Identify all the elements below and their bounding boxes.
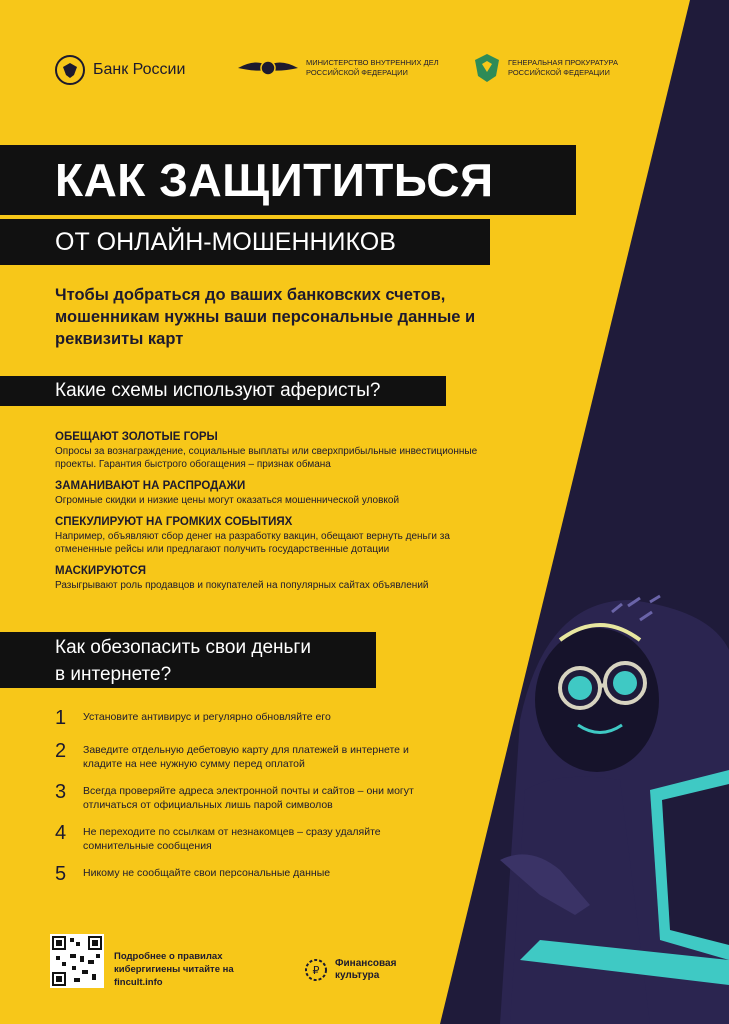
- scheme-item: [55, 430, 505, 471]
- tip-number: 1: [55, 707, 67, 729]
- tip-item: [55, 862, 475, 886]
- scheme-item: [55, 479, 505, 507]
- scheme-heading: МАСКИРУЮТСЯ: [55, 565, 147, 577]
- qr-code-icon[interactable]: [50, 934, 104, 988]
- tip-text: Установите антивирус и регулярно обновляйте его: [83, 711, 331, 723]
- eagle-emblem-icon: [55, 55, 85, 85]
- prosecutor-logo: [472, 52, 628, 84]
- schemes-heading: Какие схемы используют аферисты?: [0, 376, 446, 406]
- ruble-circle-icon: [305, 959, 327, 981]
- fincult-name: Финансовая культура: [335, 958, 397, 981]
- svg-text:₽: ₽: [312, 964, 320, 977]
- tip-number: 2: [55, 740, 67, 762]
- more-info-text: Подробнее о правилах кибергигиены читайте на fincult.info: [114, 951, 234, 988]
- mvd-name: МИНИСТЕРСТВО ВНУТРЕННИХ ДЕЛ РОССИЙСКОЙ ФЕДЕРАЦИИ: [306, 58, 439, 77]
- tip-number: 5: [55, 863, 67, 885]
- mvd-logo: [236, 52, 456, 84]
- tip-item: [55, 739, 475, 771]
- page-title: КАК ЗАЩИТИТЬСЯ: [0, 145, 576, 215]
- tip-item: [55, 706, 475, 730]
- tip-text: Никому не сообщайте свои персональные данные: [83, 867, 331, 879]
- safety-heading-line1: Как обезопасить свои деньги: [55, 637, 311, 658]
- scheme-heading: ОБЕЩАЮТ ЗОЛОТЫЕ ГОРЫ: [55, 431, 218, 443]
- scheme-item: [55, 564, 505, 592]
- tip-item: [55, 780, 475, 812]
- tip-number: 4: [55, 822, 67, 844]
- mvd-emblem-icon: [236, 52, 300, 84]
- scheme-heading: ЗАМАНИВАЮТ НА РАСПРОДАЖИ: [55, 480, 246, 492]
- scheme-item: [55, 515, 505, 556]
- safety-heading-line2: в интернете?: [55, 664, 172, 685]
- fincult-logo: [305, 958, 415, 982]
- bank-of-russia-logo: [55, 55, 185, 85]
- scheme-text: Разыгрывают роль продавцов и покупателей на популярных сайтах объявлений: [55, 580, 429, 591]
- schemes-list: [55, 430, 505, 600]
- scheme-heading: СПЕКУЛИРУЮТ НА ГРОМКИХ СОБЫТИЯХ: [55, 516, 293, 528]
- tip-number: 3: [55, 781, 67, 803]
- tips-list: [55, 706, 475, 895]
- intro-text: Чтобы добраться до ваших банковских счетов, мошенникам нужны ваши персональные данные и реквизиты карт: [55, 286, 476, 348]
- scheme-text: Огромные скидки и низкие цены могут оказаться мошеннической уловкой: [55, 495, 400, 506]
- tip-text: Не переходите по ссылкам от незнакомцев – сразу удаляйте сомнительные сообщения: [83, 826, 381, 852]
- page-subtitle: ОТ ОНЛАЙН-МОШЕННИКОВ: [0, 219, 490, 265]
- scheme-text: Например, объявляют сбор денег на разработку вакцин, обещают вернуть деньги за отмененные рейсы или предлагают получить государственные дотации: [55, 531, 450, 555]
- scheme-text: Опросы за вознаграждение, социальные выплаты или сверхприбыльные инвестиционные проекты. Гарантия быстрого обогащения – признак обмана: [55, 446, 478, 470]
- tip-item: [55, 821, 475, 853]
- safety-heading: [0, 632, 376, 688]
- bank-name: Банк России: [93, 61, 186, 78]
- prosecutor-emblem-icon: [472, 52, 502, 84]
- prosecutor-name: ГЕНЕРАЛЬНАЯ ПРОКУРАТУРА РОССИЙСКОЙ ФЕДЕРАЦИИ: [508, 58, 618, 77]
- tip-text: Всегда проверяйте адреса электронной почты и сайтов – они могут отличаться от официальных лишь парой символов: [83, 785, 414, 811]
- tip-text: Заведите отдельную дебетовую карту для платежей в интернете и кладите на нее нужную сумму перед оплатой: [83, 744, 409, 770]
